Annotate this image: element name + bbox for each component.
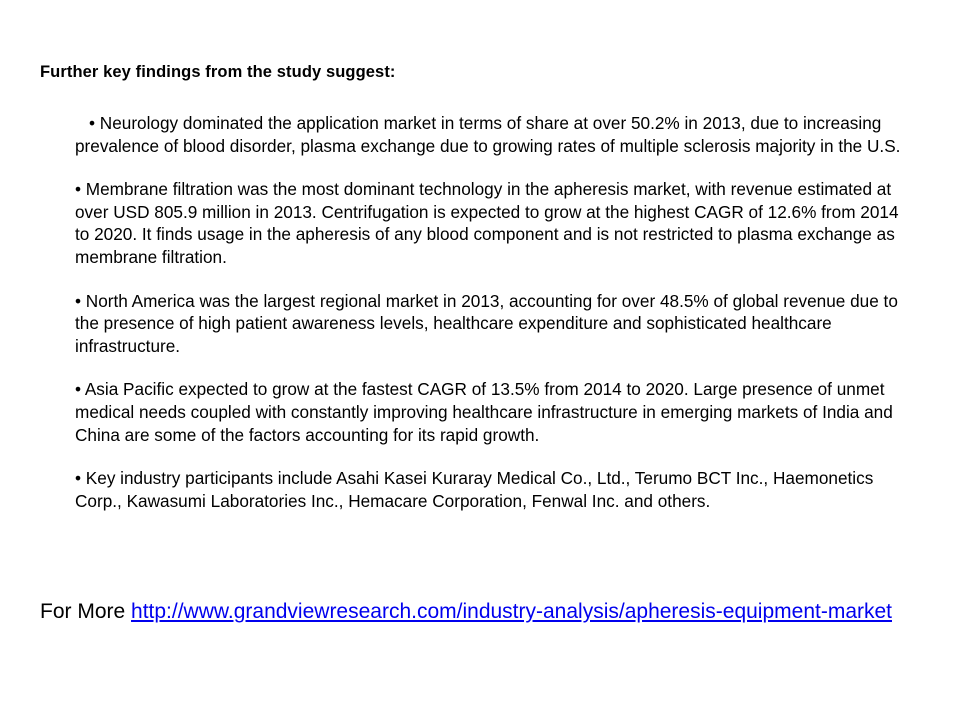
finding-key-participants: • Key industry participants include Asahi Kasei Kuraray Medical Co., Ltd., Terumo BCT Inc., Haemonetics Corp., Kawasumi Laboratories Inc., Hemacare Corporation, Fenwal Inc. and others. xyxy=(75,468,874,511)
finding-membrane-filtration: • Membrane filtration was the most dominant technology in the apheresis market, with revenue estimated at over USD 805.9 million in 2013. Centrifugation is expected to grow at the highest CAGR of 12.6% from 2014 to 2020. It finds usage in the apheresis of any blood component and is not restricted to plasma exchange as membrane filtration. xyxy=(75,179,899,267)
more-info-footer xyxy=(40,599,905,625)
finding-neurology: • Neurology dominated the application market in terms of share at over 50.2% in 2013, due to increasing prevalence of blood disorder, plasma exchange due to growing rates of multiple sclerosis majority in the U.S. xyxy=(75,113,901,156)
findings-list xyxy=(75,112,905,533)
more-info-label: For More xyxy=(40,600,132,623)
finding-north-america: • North America was the largest regional market in 2013, accounting for over 48.5% of global revenue due to the presence of high patient awareness levels, healthcare expenditure and sophisticated healthcare infrastructure. xyxy=(75,290,898,356)
finding-asia-pacific: • Asia Pacific expected to grow at the fastest CAGR of 13.5% from 2014 to 2020. Large presence of unmet medical needs coupled with constantly improving healthcare infrastructure in emerging markets of India and China are some of the factors accounting for its rapid growth. xyxy=(75,379,893,445)
report-link[interactable]: http://www.grandviewresearch.com/industry-analysis/apheresis-equipment-market xyxy=(131,600,892,623)
findings-heading: Further key findings from the study suggest: xyxy=(40,63,396,81)
